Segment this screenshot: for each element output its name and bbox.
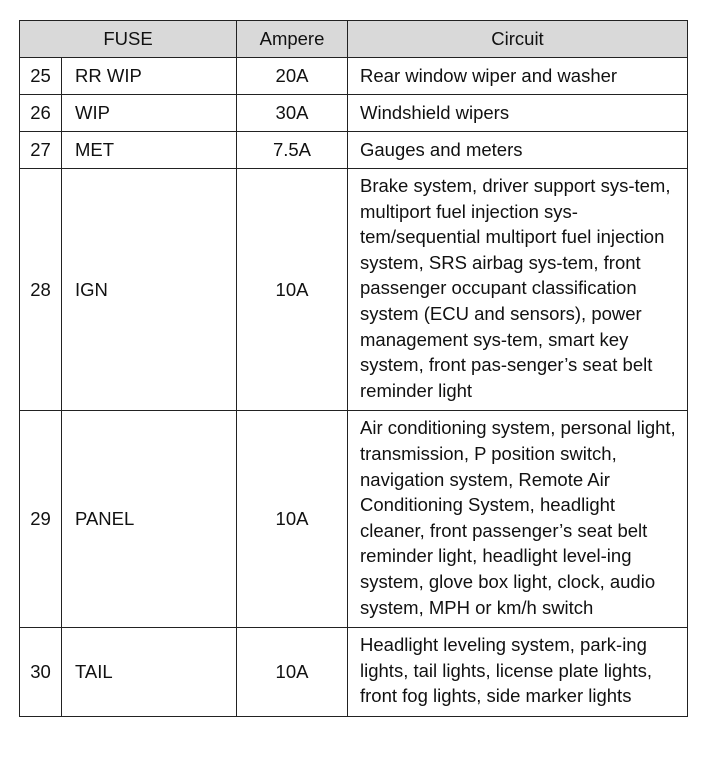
- fuse-circuit: Headlight leveling system, park-ing lights, tail lights, license plate lights, front fog lights, side marker lights: [348, 628, 688, 717]
- table-row: [20, 628, 688, 717]
- header-circuit: Circuit: [348, 21, 688, 58]
- header-row: [20, 21, 688, 58]
- fuse-circuit: Gauges and meters: [348, 132, 688, 169]
- fuse-ampere: 10A: [237, 411, 348, 628]
- fuse-name: RR WIP: [62, 58, 237, 95]
- fuse-circuit: Air conditioning system, personal light, transmission, P position switch, navigation system, Remote Air Conditioning System, headlight cleaner, front passenger’s seat belt reminder light, headlight level-ing system, glove box light, clock, audio system, MPH or km/h switch: [348, 411, 688, 628]
- header-ampere: Ampere: [237, 21, 348, 58]
- fuse-circuit: Windshield wipers: [348, 95, 688, 132]
- fuse-number: 28: [20, 169, 62, 411]
- fuse-name: MET: [62, 132, 237, 169]
- fuse-ampere: 7.5A: [237, 132, 348, 169]
- fuse-ampere: 30A: [237, 95, 348, 132]
- fuse-name: PANEL: [62, 411, 237, 628]
- table-row: [20, 411, 688, 628]
- fuse-number: 26: [20, 95, 62, 132]
- fuse-name: TAIL: [62, 628, 237, 717]
- table-row: [20, 132, 688, 169]
- fuse-circuit: Brake system, driver support sys-tem, multiport fuel injection sys-tem/sequential multiport fuel injection system, SRS airbag sys-tem, front passenger occupant classification system (ECU and sensors), power management sys-tem, smart key system, front pas-senger’s seat belt reminder light: [348, 169, 688, 411]
- fuse-ampere: 10A: [237, 169, 348, 411]
- fuse-ampere: 20A: [237, 58, 348, 95]
- fuse-circuit: Rear window wiper and washer: [348, 58, 688, 95]
- fuse-number: 25: [20, 58, 62, 95]
- fuse-name: IGN: [62, 169, 237, 411]
- fuse-ampere: 10A: [237, 628, 348, 717]
- table-row: [20, 58, 688, 95]
- fuse-number: 27: [20, 132, 62, 169]
- fuse-name: WIP: [62, 95, 237, 132]
- table-row: [20, 169, 688, 411]
- fuse-number: 30: [20, 628, 62, 717]
- fuse-table: [19, 20, 688, 717]
- fuse-number: 29: [20, 411, 62, 628]
- table-row: [20, 95, 688, 132]
- header-fuse: FUSE: [20, 21, 237, 58]
